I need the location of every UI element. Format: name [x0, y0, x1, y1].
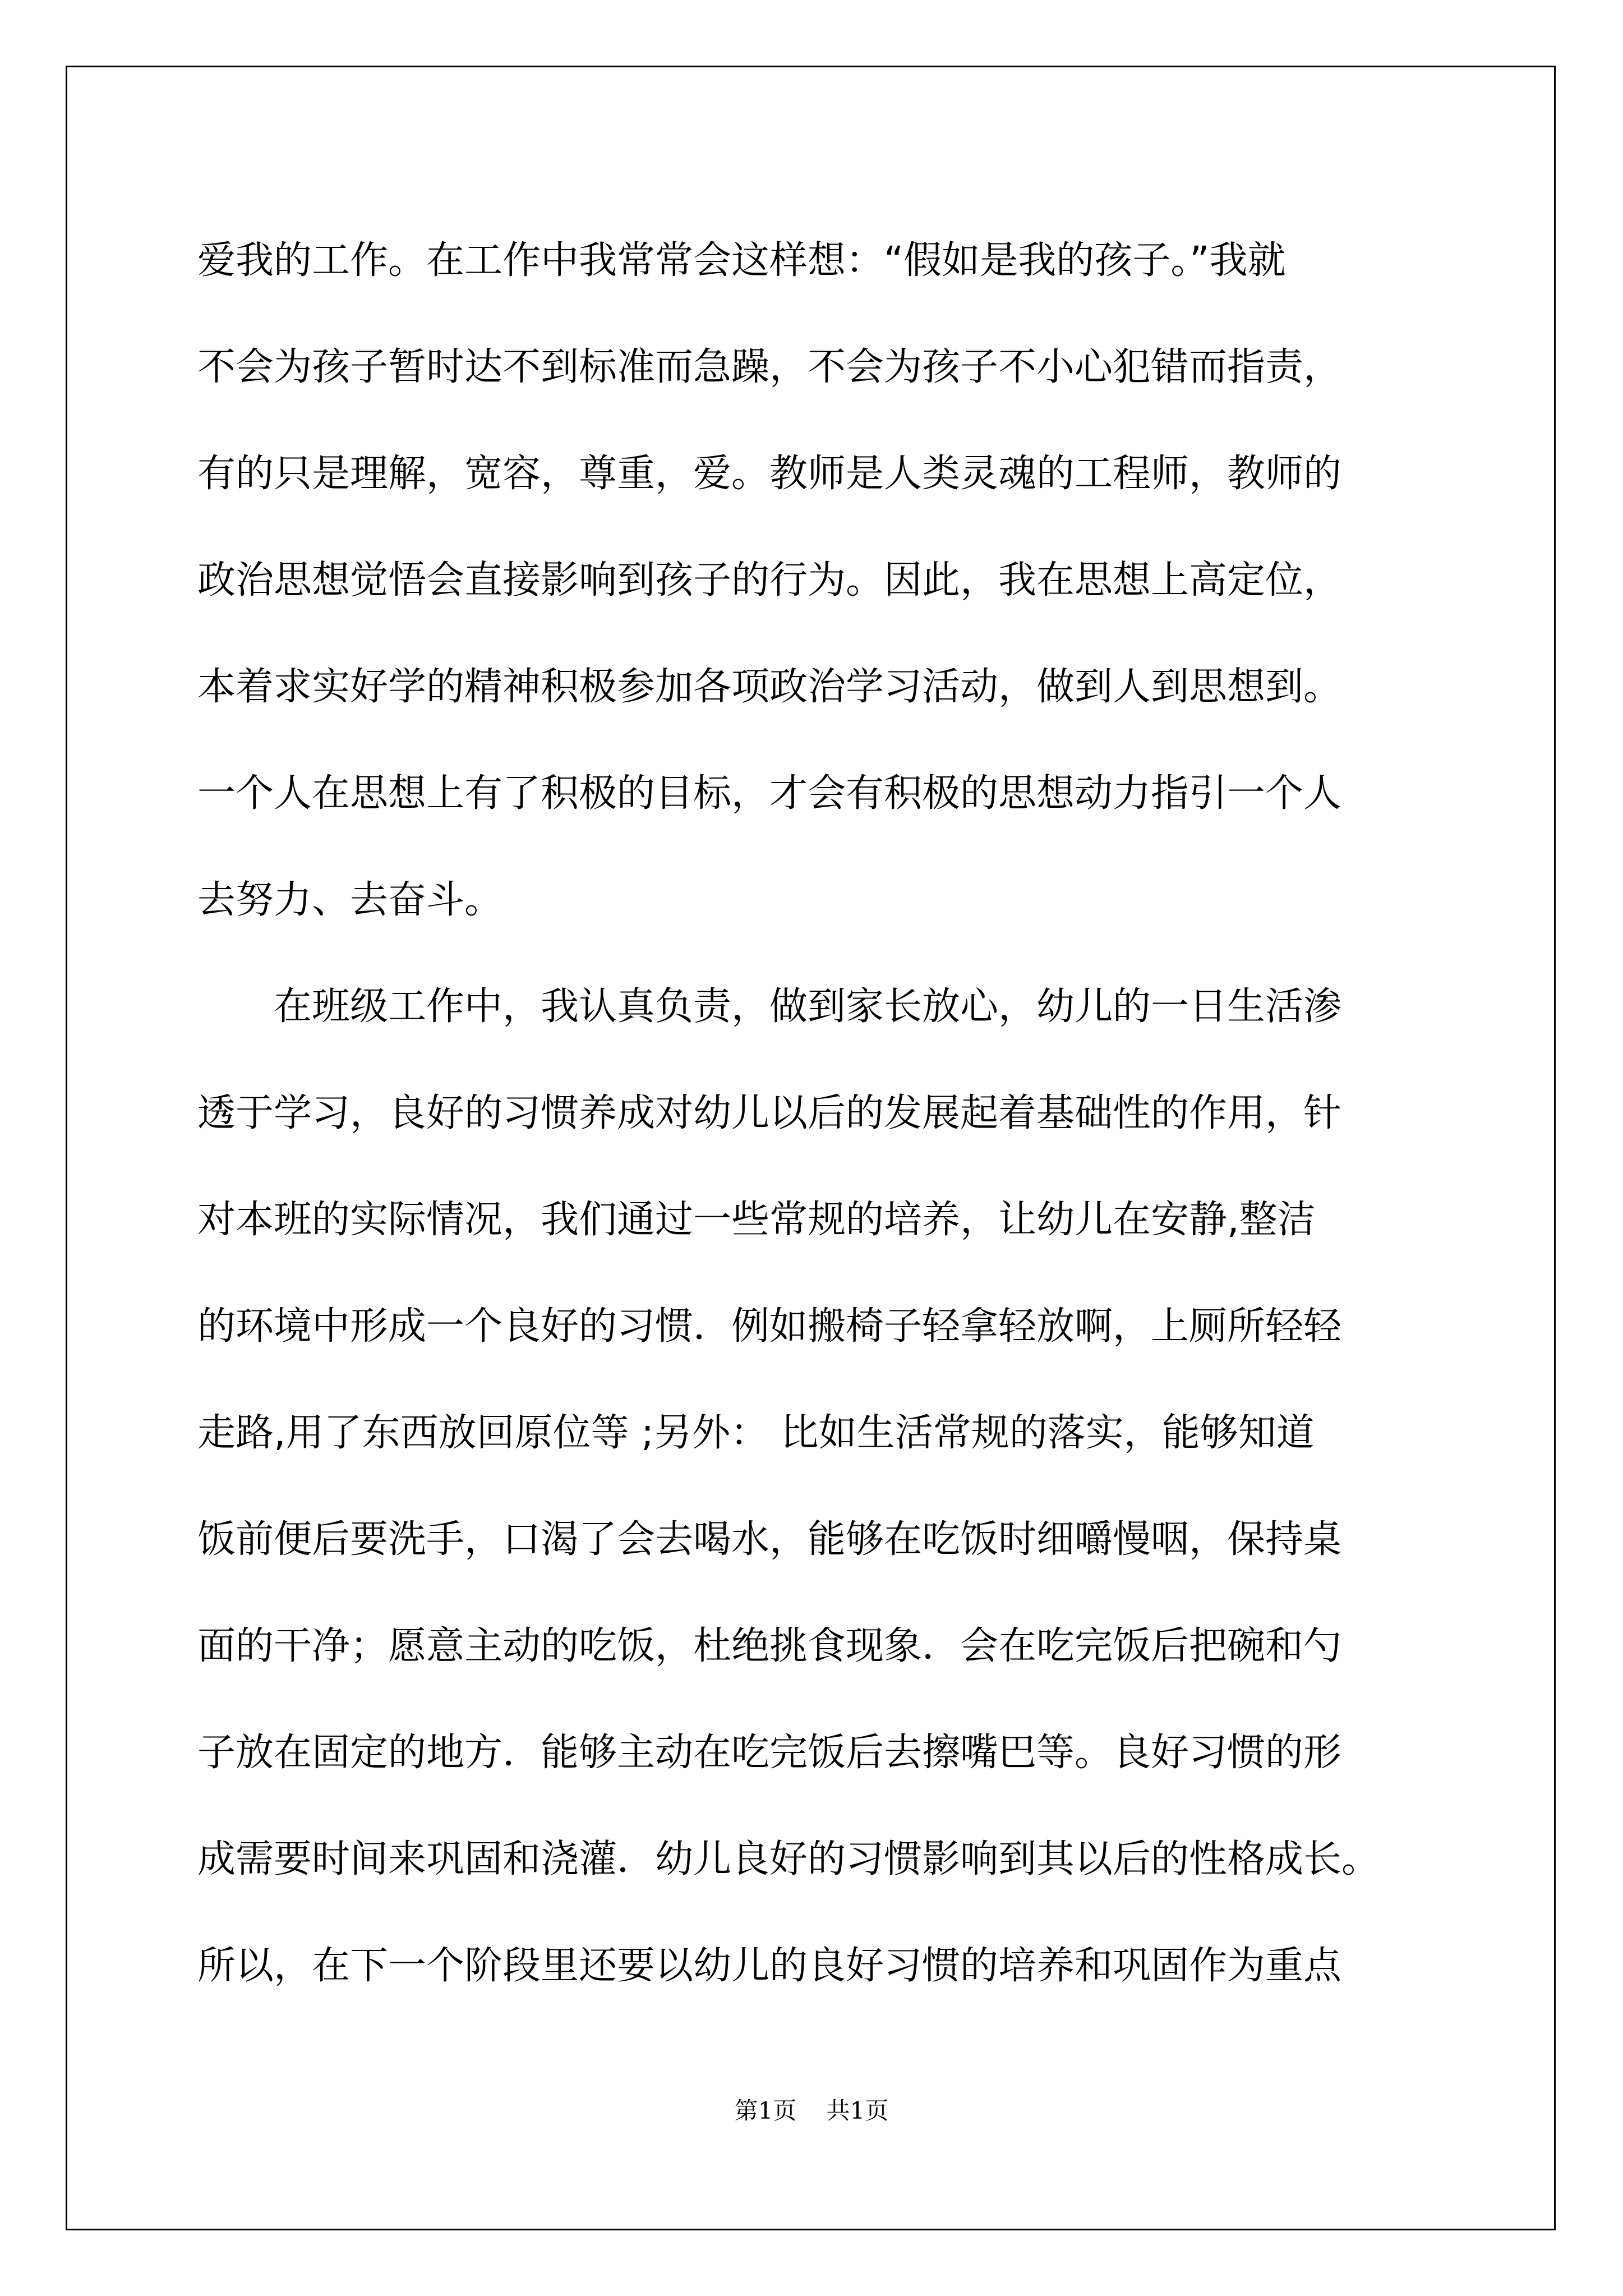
text-line: 有的只是理解，宽容，尊重，爱。教师是人类灵魂的工程师，教师的: [197, 452, 1342, 496]
page-footer: [0, 2092, 1623, 2126]
page-number: 第1页: [734, 2097, 797, 2124]
text-line: 子放在固定的地方．能够主动在吃完饭后去擦嘴巴等。良好习惯的形: [197, 1731, 1342, 1775]
text-line: 不会为孩子暂时达不到标准而急躁，不会为孩子不小心犯错而指责，: [197, 345, 1342, 389]
text-line: 对本班的实际情况，我们通过一些常规的培养，让幼儿在安静,整洁: [197, 1198, 1316, 1242]
text-line: 一个人在思想上有了积极的目标，才会有积极的思想动力指引一个人: [197, 771, 1342, 816]
text-line: 爱我的工作。在工作中我常常会这样想：“假如是我的孩子。”我就: [197, 238, 1286, 283]
text-line: 在班级工作中，我认真负责，做到家长放心，幼儿的一日生活渗: [197, 984, 1342, 1029]
text-line: 成需要时间来巩固和浇灌．幼儿良好的习惯影响到其以后的性格成长。: [197, 1837, 1380, 1881]
text-line: 所以，在下一个阶段里还要以幼儿的良好习惯的培养和巩固作为重点: [197, 1944, 1342, 1988]
text-line: 政治思想觉悟会直接影响到孩子的行为。因此，我在思想上高定位，: [197, 558, 1342, 602]
text-line: 面的干净；愿意主动的吃饭，杜绝挑食现象．会在吃完饭后把碗和勺: [197, 1624, 1342, 1668]
text-line: 去努力、去奋斗。: [197, 878, 503, 922]
document-body: [197, 208, 1454, 2019]
text-line: 的环境中形成一个良好的习惯．例如搬椅子轻拿轻放啊，上厕所轻轻: [197, 1304, 1342, 1349]
page-total: 共1页: [826, 2097, 889, 2124]
text-line: 饭前便后要洗手，口渴了会去喝水，能够在吃饭时细嚼慢咽，保持桌: [197, 1517, 1342, 1562]
text-line: 本着求实好学的精神积极参加各项政治学习活动，做到人到思想到。: [197, 665, 1342, 709]
text-line: 透于学习，良好的习惯养成对幼儿以后的发展起着基础性的作用，针: [197, 1091, 1342, 1135]
text-line: 走路,用了东西放回原位等 ;另外： 比如生活常规的落实，能够知道: [197, 1411, 1315, 1455]
